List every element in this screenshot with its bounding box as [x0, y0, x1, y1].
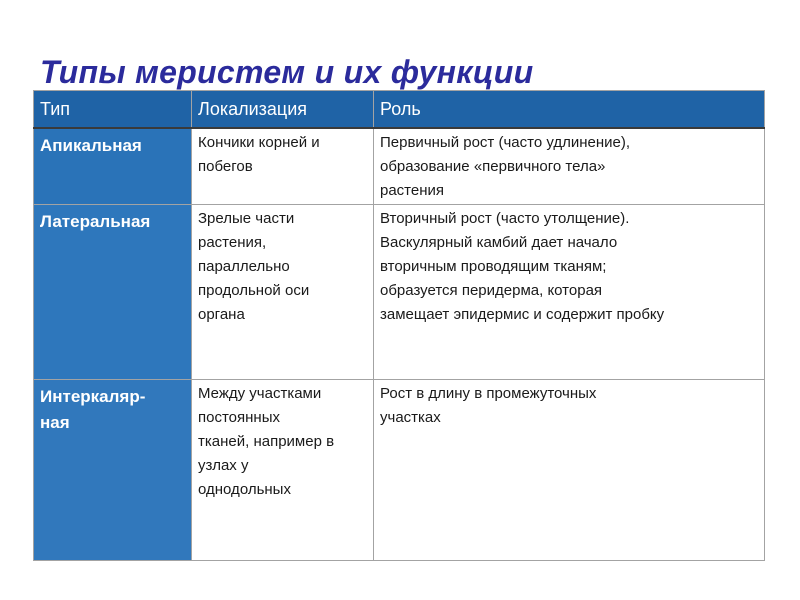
row-role: Первичный рост (часто удлинение), образование «первичного тела» растения: [374, 128, 765, 204]
row-type-apical: Апикальная: [34, 128, 192, 204]
table-row: [34, 204, 765, 379]
row-role: Вторичный рост (часто утолщение). Васкулярный камбий дает начало вторичным проводящим тканям; образуется перидерма, которая замещает эпидермис и содержит пробку: [374, 204, 765, 379]
header-type: Тип: [34, 91, 192, 129]
row-localization: Зрелые части растения, параллельно продольной оси органа: [192, 204, 374, 379]
row-localization: Между участками постоянных тканей, например в узлах у однодольных: [192, 379, 374, 560]
table-row: [34, 379, 765, 560]
table-row: [34, 128, 765, 204]
slide-title: Типы меристем и их функции: [40, 54, 534, 90]
row-type-lateral: Латеральная: [34, 204, 192, 379]
meristem-table: [33, 90, 765, 561]
row-localization: Кончики корней и побегов: [192, 128, 374, 204]
row-role: Рост в длину в промежуточных участках: [374, 379, 765, 560]
row-type-intercalary: Интеркаляр- ная: [34, 379, 192, 560]
header-role: Роль: [374, 91, 765, 129]
table-header-row: [34, 91, 765, 129]
header-localization: Локализация: [192, 91, 374, 129]
